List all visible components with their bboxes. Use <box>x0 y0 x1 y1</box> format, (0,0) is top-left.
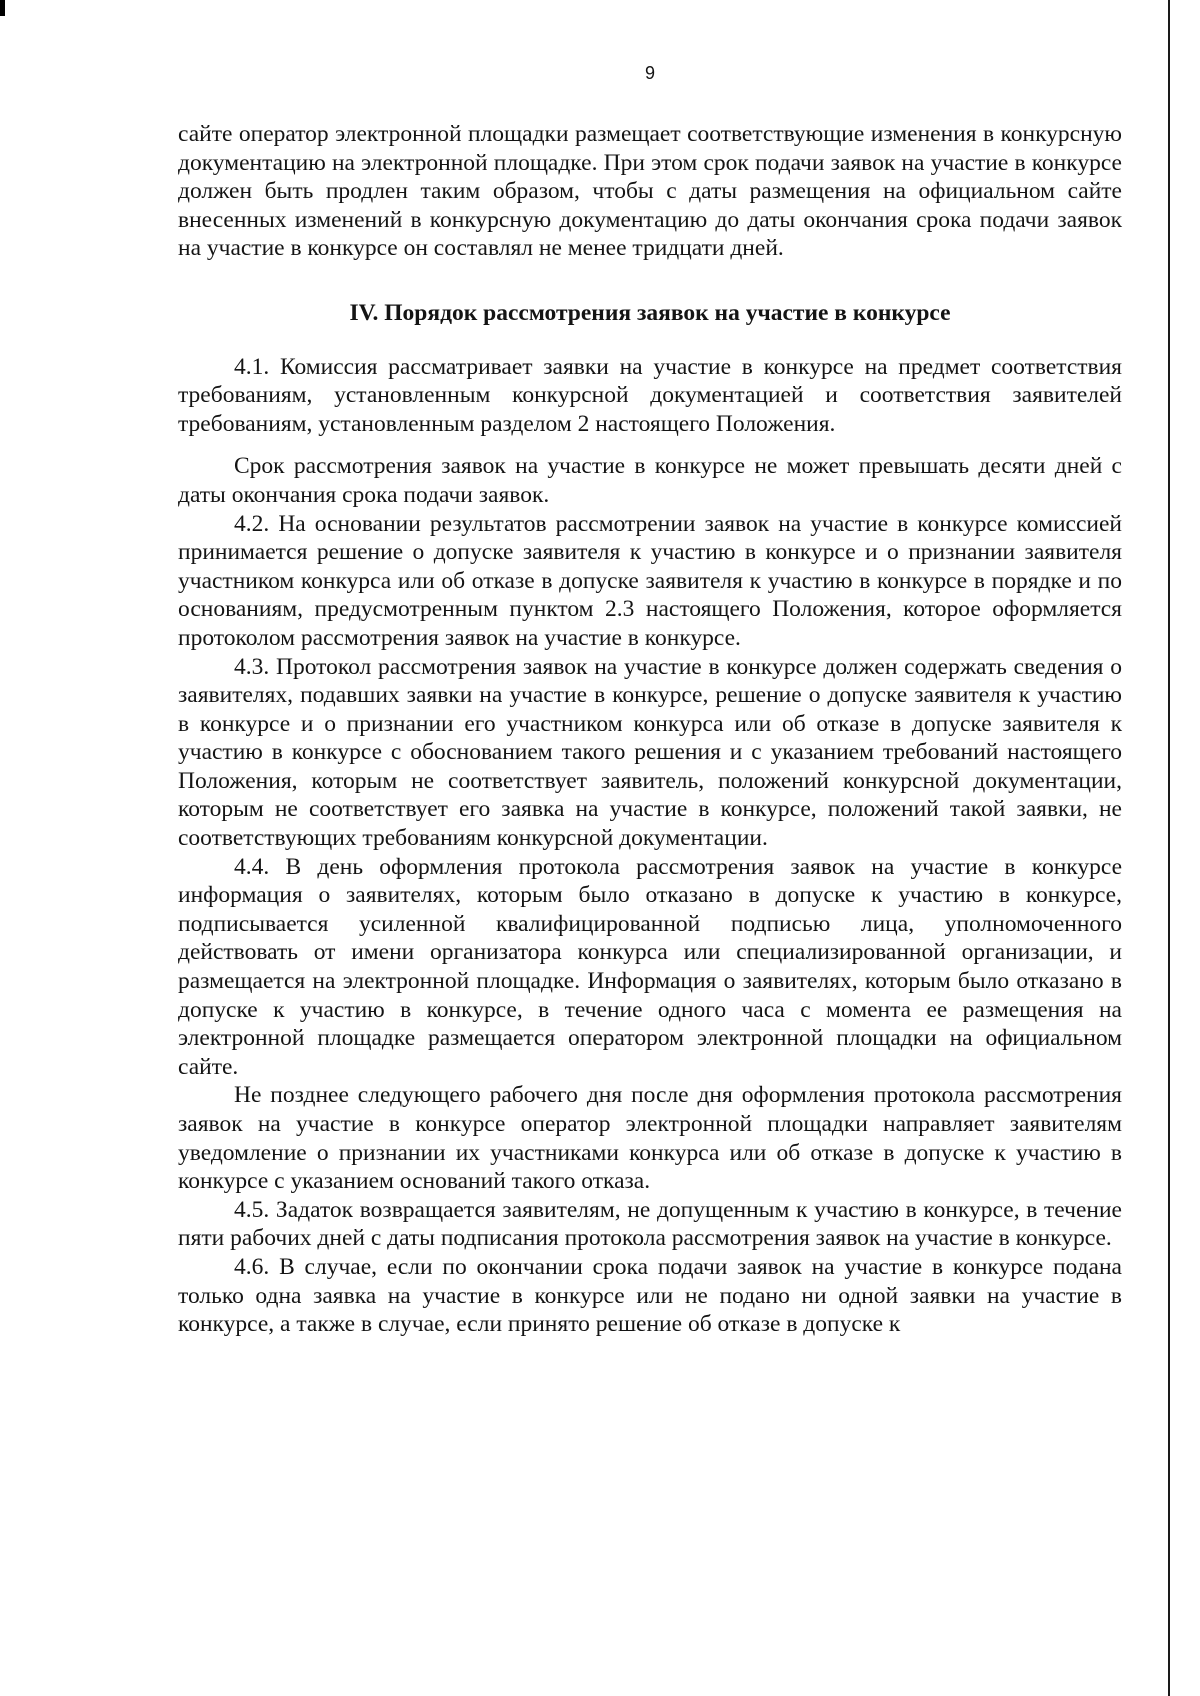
paragraph-4-6: 4.6. В случае, если по окончании срока подачи заявок на участие в конкурсе подана только одна заявка на участие в конкурсе или не подано ни одной заявки на участие в конкурсе, а также в случае, если принято решение об отказе в допуске к <box>178 1253 1122 1338</box>
intro-paragraph: сайте оператор электронной площадки размещает соответствующие изменения в конкурсную документацию на электронной площадке. При этом срок подачи заявок на участие в конкурсе должен быть продлен таким образом, чтобы с даты размещения на официальном сайте внесенных изменений в конкурсную документацию до даты окончания срока подачи заявок на участие в конкурсе он составлял не менее тридцати дней. <box>178 121 1122 262</box>
document-body <box>178 120 1122 1339</box>
paragraph-notification: Не позднее следующего рабочего дня после дня оформления протокола рассмотрения заявок на участие в конкурсе оператор электронной площадки направляет заявителям уведомление о признании их участниками конкурса или об отказе в допуске к участию в конкурсе с указанием оснований такого отказа. <box>178 1082 1122 1195</box>
section-heading: IV. Порядок рассмотрения заявок на участие в конкурсе <box>349 299 951 326</box>
scan-corner-mark <box>0 0 5 16</box>
paragraph-review-period: Срок рассмотрения заявок на участие в конкурсе не может превышать десяти дней с даты окончания срока подачи заявок. <box>178 453 1122 508</box>
paragraph-4-4: 4.4. В день оформления протокола рассмотрения заявок на участие в конкурсе информация о заявителях, которым было отказано в допуске к участию в конкурсе, подписывается усиленной квалифицированной подписью лица, уполномоченного действовать от имени организатора конкурса или специализированной организации, и размещается на электронной площадке. Информация о заявителях, которым было отказано в допуске к участию в конкурсе, в течение одного часа с момента ее размещения на электронной площадке размещается оператором электронной площадки на официальном сайте. <box>178 853 1122 1080</box>
page-number: 9 <box>644 63 655 83</box>
paragraph-4-2: 4.2. На основании результатов рассмотрении заявок на участие в конкурсе комиссией принимается решение о допуске заявителя к участию в конкурсе и о признании заявителя участником конкурса или об отказе в допуске заявителя к участию в конкурсе в порядке и по основаниям, предусмотренным пунктом 2.3 настоящего Положения, которое оформляется протоколом рассмотрения заявок на участие в конкурсе. <box>178 510 1122 651</box>
paragraph-4-3: 4.3. Протокол рассмотрения заявок на участие в конкурсе должен содержать сведения о заявителях, подавших заявки на участие в конкурсе, решение о допуске заявителя к участию в конкурсе и о признании его участником конкурса или об отказе в допуске заявителя к участию в конкурсе с обоснованием такого решения и с указанием требований настоящего Положения, которым не соответствует заявитель, положений конкурсной документации, которым не соответствует его заявка на участие в конкурсе, положений такой заявки, не соответствующих требованиям конкурсной документации. <box>178 653 1122 852</box>
paragraph-4-5: 4.5. Задаток возвращается заявителям, не допущенным к участию в конкурсе, в течение пяти рабочих дней с даты подписания протокола рассмотрения заявок на участие в конкурсе. <box>178 1196 1122 1252</box>
scan-page-edge <box>1168 0 1170 1696</box>
paragraph-4-1: 4.1. Комиссия рассматривает заявки на участие в конкурсе на предмет соответствия требованиям, установленным конкурсной документацией и соответствия заявителей требованиям, установленным разделом 2 настоящего Положения. <box>178 353 1122 437</box>
